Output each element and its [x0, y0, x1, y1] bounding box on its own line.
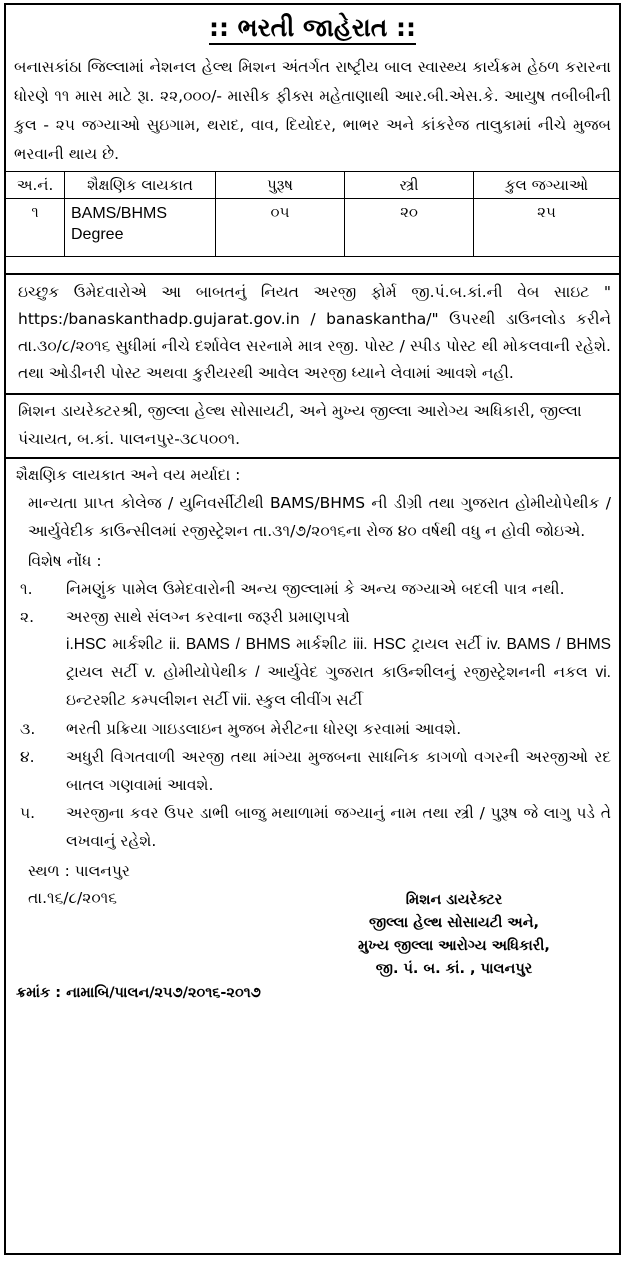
table-header-row: [6, 172, 619, 199]
address-paragraph: મિશન ડાયરેક્ટરશ્રી, જીલ્લા હેલ્થ સોસાયટી, અને મુખ્ય જીલ્લા આરોગ્ય અધિકારી, જીલ્લા પંચાયત, બ.કાં. પાલનપુર-૩૮૫૦૦૧.: [18, 402, 582, 448]
cell-qualification: BAMS/BHMS Degree: [65, 199, 216, 257]
cell-female: ૨૦: [345, 199, 474, 257]
signatory-line: જીલ્લા હેલ્થ સોસાયટી અને,: [368, 915, 540, 931]
eligibility-heading: શૈક્ષણિક લાયકાત અને વય મર્યાદા :: [16, 466, 241, 484]
footer-block: [6, 885, 619, 1005]
address-section: [6, 395, 619, 459]
signatory-block: [309, 889, 599, 981]
note-number: ૪.: [20, 748, 35, 766]
note-text: અરજીના કવર ઉપર ડાભી બાજુ મથાળામાં જગ્યાનું નામ તથા સ્ત્રી / પુરૂષ જે લાગુ પડે તે લખવાનું રહેશે.: [66, 804, 611, 850]
signatory-line: જી. પં. બ. કાં. , પાલનપુર: [375, 961, 533, 977]
list-item: [6, 715, 619, 743]
posts-table: [6, 171, 619, 257]
note-number: ૧.: [20, 580, 33, 598]
list-item: [6, 603, 619, 715]
eligibility-text: માન્યતા પ્રાપ્ત કોલેજ / યુનિવર્સીટીથી BAMS/BHMS ની ડીગ્રી તથા ગુજરાત હોમીયોપેથીક / આર્યુવેદીક કાઉન્સીલમાં રજીસ્ટ્રેશન તા.૩૧/૭/૨૦૧૬ના રોજ ૪૦ વર્ષથી વધુ ન હોવી જોઇએ.: [28, 494, 611, 540]
note-text: અરજી સાથે સંલગ્ન કરવાના જરૂરી પ્રમાણપત્રો: [66, 608, 350, 626]
note-text: ભરતી પ્રક્રિયા ગાઇડલાઇન મુજબ મેરીટના ધોરણ કરવામાં આવશે.: [66, 720, 462, 738]
intro-paragraph: બનાસકાંઠા જિલ્લામાં નેશનલ હેલ્થ મિશન અંતર્ગત રાષ્ટ્રીય બાલ સ્વાસ્થ્ય કાર્યક્રમ હેઠળ કરારના ધોરણે ૧૧ માસ માટે રૂા. ૨૨,૦૦૦/- માસીક ફીક્સ મહેતાણાથી આર.બી.એસ.કે. આયુષ તબીબીની કુલ - ૨૫ જગ્યાઓ સુઇગામ, થરાદ, વાવ, દિયોદર, ભાભર અને કાંકરેજ તાલુકામાં નીચે મુજબ ભરવાની થાય છે.: [14, 58, 611, 163]
signatory-line: મુખ્ય જીલ્લા આરોગ્ય અધિકારી,: [358, 938, 550, 954]
col-header-serial: અ.નં.: [6, 172, 65, 199]
divider: [6, 257, 619, 275]
list-item: [6, 743, 619, 799]
notice-title: :: ભરતી જાહેરાત ::: [6, 5, 619, 53]
note-text: અધુરી વિગતવાળી અરજી તથા માંગ્યા મુજબના સાધનિક કાગળો વગરની અરજીઓ રદ બાતલ ગણવામાં આવશે.: [66, 748, 611, 794]
col-header-total: કુલ જગ્યાઓ: [474, 172, 620, 199]
recruitment-notice: [4, 3, 621, 1255]
application-paragraph: ઇચ્છુક ઉમેદવારોએ આ બાબતનું નિયત અરજી ફોર્મ જી.પં.બ.કાં.ની વેબ સાઇટ " https:/banaskanthadp.gujarat.gov.in / banaskantha/" ઉપરથી ડાઉનલોડ કરીને તા.૩૦/૮/૨૦૧૬ સુધીમાં નીચે દર્શાવેલ સરનામે માત્ર રજી. પોસ્ટ / સ્પીડ પોસ્ટ થી મોકલવાની રહેશે. તથા ઓડીનરી પોસ્ટ અથવા કુરીયરથી આવેલ અરજી ધ્યાને લેવામાં આવશે નહી.: [18, 283, 611, 382]
note-number: ૨.: [20, 608, 35, 626]
col-header-qualification: શૈક્ષણિક લાયકાત: [65, 172, 216, 199]
cell-total: ૨૫: [474, 199, 620, 257]
details-section: [6, 459, 619, 1005]
note-number: ૩.: [20, 720, 36, 738]
required-documents: i.HSC માર્કશીટ ii. BAMS / BHMS માર્કશીટ iii. HSC ટ્રાયલ સર્ટી iv. BAMS / BHMS ટ્રાયલ સર્ટી v. હોમીયોપેથીક / આર્યુવેદ ગુજરાત કાઉન્શીલનું રજીસ્ટ્રેશનની નકલ vi. ઇન્ટરશીટ કમ્પલીશન સર્ટી vii. સ્કુલ લીવીંગ સર્ટી: [66, 636, 611, 709]
cell-serial: ૧: [6, 199, 65, 257]
notes-heading: વિશેષ નોંધ :: [28, 552, 102, 570]
col-header-male: પુરૂષ: [216, 172, 345, 199]
place-line: સ્થળ : પાલનપુર: [28, 862, 130, 880]
reference-number: ક્રમાંક : નામાબિ/પાલન/૨૫૭/૨૦૧૬-૨૦૧૭: [16, 985, 261, 1001]
note-text: નિમણુંક પામેલ ઉમેદવારોની અન્ય જીલ્લામાં કે અન્ય જગ્યાએ બદલી પાત્ર નથી.: [66, 580, 565, 598]
list-item: [6, 799, 619, 855]
signatory-line: મિશન ડાયરેક્ટર: [405, 892, 503, 908]
notice-date: તા.૧૬/૮/૨૦૧૬: [28, 889, 117, 907]
list-item: [6, 575, 619, 603]
note-number: ૫.: [20, 804, 36, 822]
note-text-block: [66, 603, 611, 715]
table-row: [6, 199, 619, 257]
col-header-female: સ્ત્રી: [345, 172, 474, 199]
cell-male: ૦૫: [216, 199, 345, 257]
application-section: [6, 275, 619, 395]
